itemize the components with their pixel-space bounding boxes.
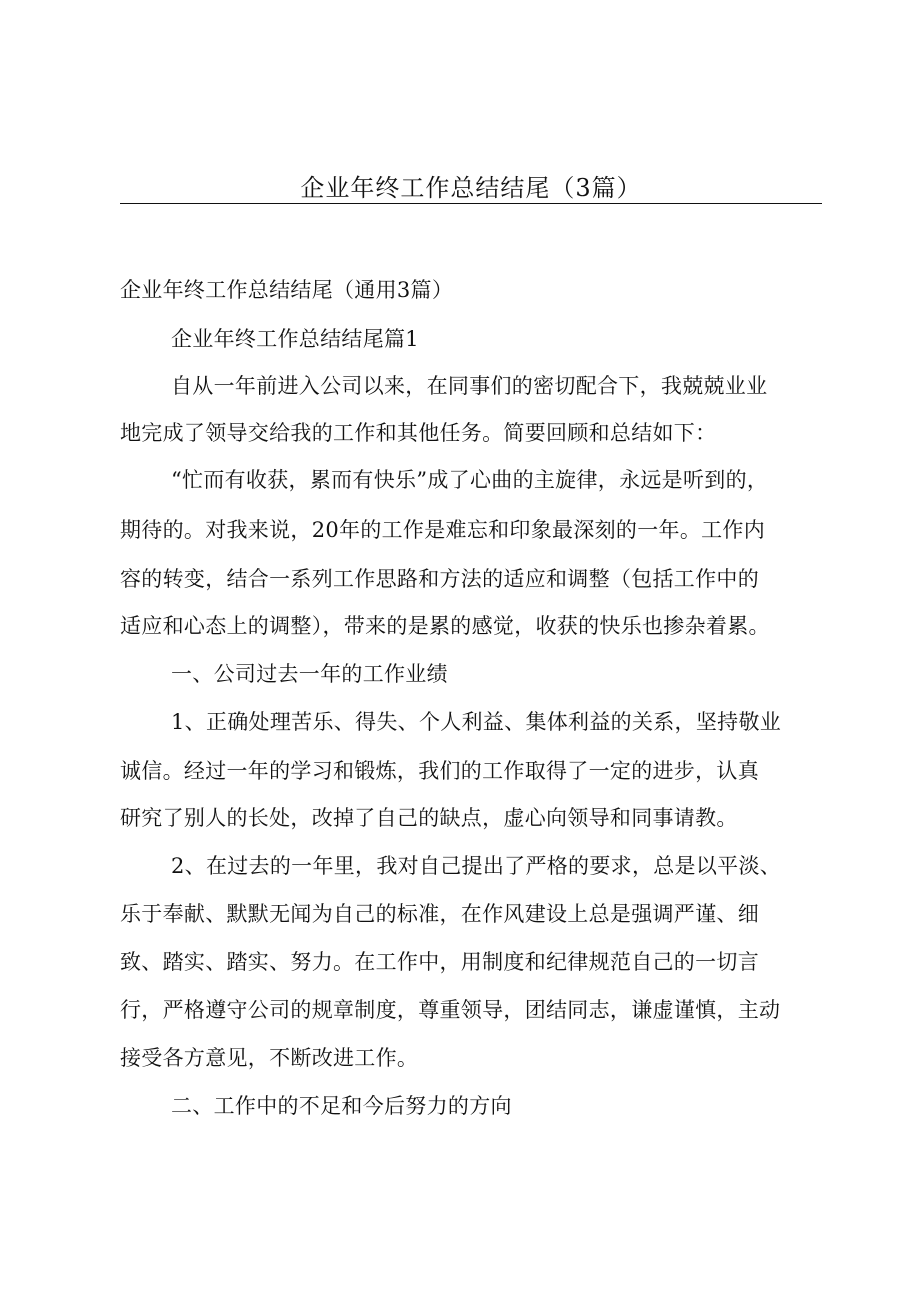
paragraph-line: 诚信。经过一年的学习和锻炼，我们的工作取得了一定的进步，认真 [120,759,759,783]
paragraph-line: 乐于奉献、默默无闻为自己的标准，在作风建设上总是强调严谨、细 [120,902,759,926]
paragraph-line: 地完成了领导交给我的工作和其他任务。简要回顾和总结如下： [120,421,717,445]
paragraph-line: 研究了别人的长处，改掉了自己的缺点，虚心向领导和同事请教。 [120,806,738,830]
paragraph-line: 1、正确处理苦乐、得失、个人利益、集体利益的关系，坚持敬业 [171,710,782,734]
section-heading: 企业年终工作总结结尾篇1 [171,327,419,351]
paragraph-line: 2、在过去的一年里，我对自己提出了严格的要求，总是以平淡、 [171,854,782,878]
document-subtitle: 企业年终工作总结结尾（通用3篇） [120,278,454,302]
section-subheading: 一、公司过去一年的工作业绩 [171,662,448,686]
paragraph-line: 接受各方意见，不断改进工作。 [120,1046,419,1070]
paragraph-line: 适应和心态上的调整），带来的是累的感觉，收获的快乐也掺杂着累。 [120,614,770,638]
paragraph-line: 行，严格遵守公司的规章制度，尊重领导，团结同志，谦虚谨慎，主动 [120,998,781,1022]
paragraph-line: 容的转变，结合一系列工作思路和方法的适应和调整（包括工作中的 [120,567,759,591]
title-underline [120,203,822,204]
paragraph-line: 自从一年前进入公司以来，在同事们的密切配合下，我兢兢业业 [171,374,768,398]
section-subheading: 二、工作中的不足和今后努力的方向 [171,1094,512,1118]
paragraph-line: 期待的。对我来说，20年的工作是难忘和印象最深刻的一年。工作内 [120,518,766,542]
paragraph-line: 致、踏实、踏实、努力。在工作中，用制度和纪律规范自己的一切言 [120,950,759,974]
paragraph-line: “忙而有收获，累而有快乐”成了心曲的主旋律，永远是听到的， [171,468,769,492]
document-title: 企业年终工作总结结尾（3篇） [300,174,642,202]
